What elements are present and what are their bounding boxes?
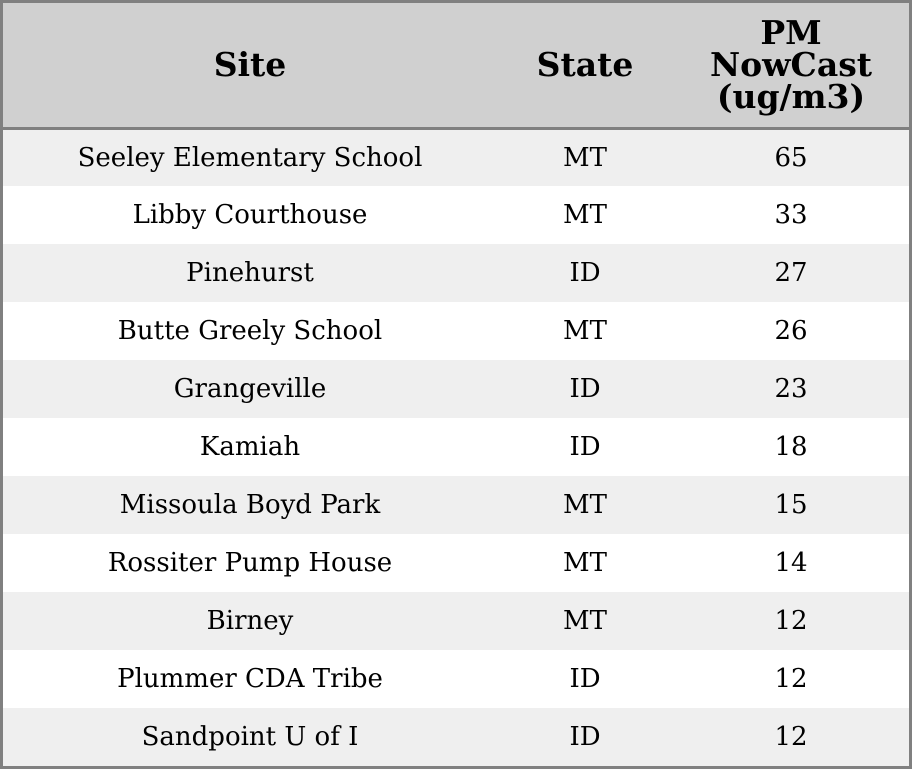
cell-site: Pinehurst xyxy=(186,258,314,288)
cell-site: Kamiah xyxy=(199,432,301,462)
cell-site: Grangeville xyxy=(173,374,327,404)
table-row xyxy=(3,418,909,476)
cell-pm-nowcast: 27 xyxy=(774,258,808,288)
cell-state: MT xyxy=(563,606,607,636)
cell-state: ID xyxy=(569,432,601,462)
table-header xyxy=(3,3,909,128)
cell-site: Butte Greely School xyxy=(117,316,383,346)
cell-state: MT xyxy=(563,200,607,230)
cell-pm-nowcast: 23 xyxy=(774,374,808,404)
table-row xyxy=(3,650,909,708)
table-row xyxy=(3,302,909,360)
air-quality-table xyxy=(3,3,909,766)
cell-site: Birney xyxy=(206,606,294,636)
cell-pm-nowcast: 15 xyxy=(774,490,808,520)
table-row xyxy=(3,708,909,766)
cell-state: MT xyxy=(563,548,607,578)
cell-site: Sandpoint U of I xyxy=(141,722,359,752)
cell-state: MT xyxy=(563,316,607,346)
cell-state: ID xyxy=(569,664,601,694)
table-row xyxy=(3,128,909,186)
cell-site: Plummer CDA Tribe xyxy=(117,664,383,694)
cell-site: Rossiter Pump House xyxy=(107,548,393,578)
header-row xyxy=(3,3,909,128)
cell-state: ID xyxy=(569,722,601,752)
cell-pm-nowcast: 14 xyxy=(774,548,808,578)
table-row xyxy=(3,476,909,534)
table-row xyxy=(3,592,909,650)
cell-pm-nowcast: 12 xyxy=(774,606,808,636)
cell-pm-nowcast: 18 xyxy=(774,432,808,462)
cell-pm-nowcast: 12 xyxy=(774,722,808,752)
table-row xyxy=(3,244,909,302)
cell-state: ID xyxy=(569,258,601,288)
cell-pm-nowcast: 26 xyxy=(774,316,808,346)
cell-pm-nowcast: 33 xyxy=(774,200,808,230)
cell-pm-nowcast: 12 xyxy=(774,664,808,694)
cell-pm-nowcast: 65 xyxy=(774,142,808,173)
cell-site: Seeley Elementary School xyxy=(77,142,423,173)
table-row xyxy=(3,534,909,592)
cell-state: ID xyxy=(569,374,601,404)
cell-site: Missoula Boyd Park xyxy=(119,490,381,520)
column-header-pm-nowcast: PM NowCast (ug/m3) xyxy=(673,3,909,128)
table-body xyxy=(3,128,909,766)
table-row xyxy=(3,360,909,418)
cell-state: MT xyxy=(563,142,607,173)
cell-site: Libby Courthouse xyxy=(132,200,368,230)
column-header-state: State xyxy=(497,3,673,128)
table-row xyxy=(3,186,909,244)
cell-state: MT xyxy=(563,490,607,520)
column-header-site: Site xyxy=(3,3,497,128)
